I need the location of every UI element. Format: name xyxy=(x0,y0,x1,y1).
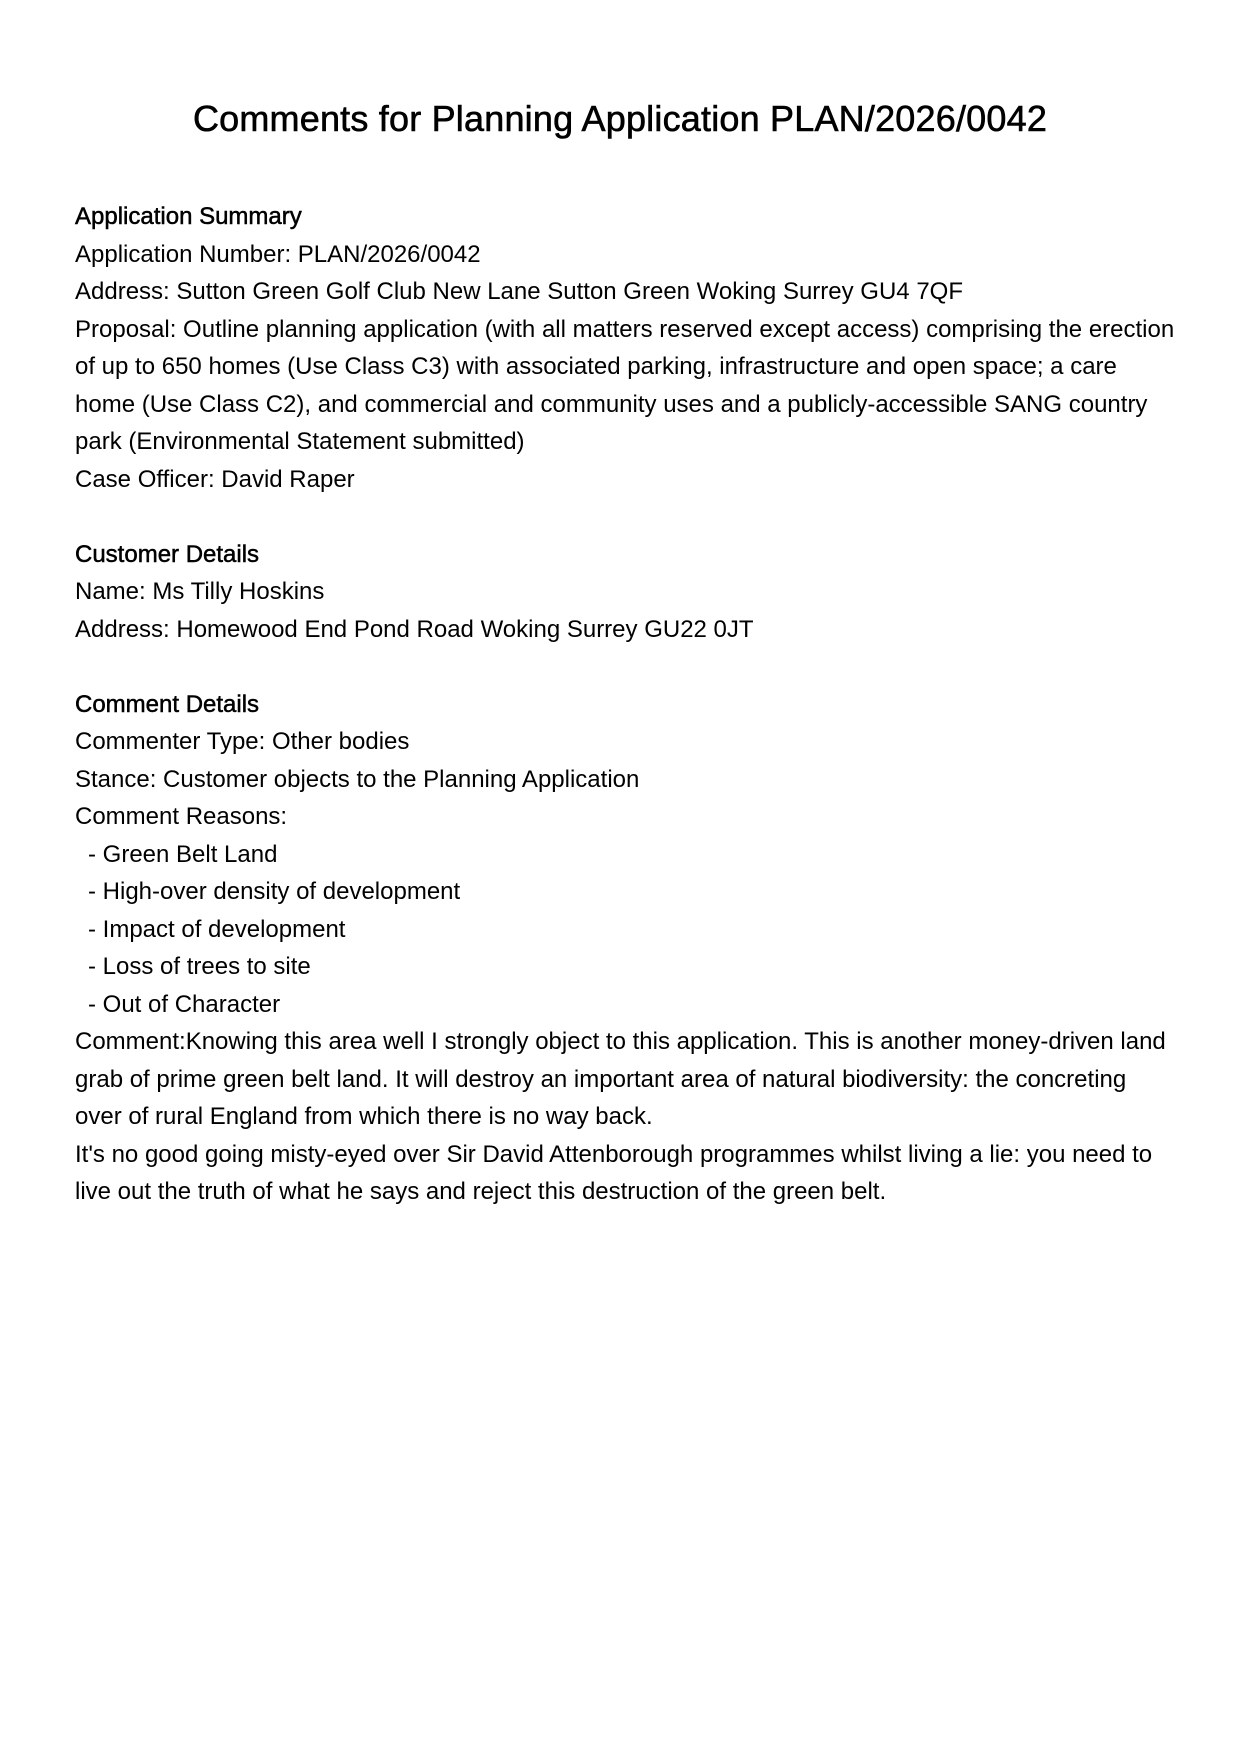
comment-reason-item: - Out of Character xyxy=(88,990,281,1018)
application-address: Address: Sutton Green Golf Club New Lane Sutton Green Woking Surrey GU4 7QF xyxy=(75,278,963,305)
customer-address: Address: Homewood End Pond Road Woking Surrey GU22 0JT xyxy=(75,615,754,643)
page-title: Comments for Planning Application PLAN/2026/0042 xyxy=(192,98,1048,139)
customer-details-section xyxy=(75,536,1175,649)
application-summary-heading: Application Summary xyxy=(75,203,302,230)
customer-name: Name: Ms Tilly Hoskins xyxy=(75,578,325,605)
comment-reason-item: - High-over density of development xyxy=(88,878,461,905)
application-summary-section xyxy=(75,198,1181,498)
comment-reason-item: - Loss of trees to site xyxy=(88,953,311,980)
comment-reasons-label: Comment Reasons: xyxy=(75,803,288,830)
comment-reason-item: - Green Belt Land xyxy=(88,840,278,868)
case-officer: Case Officer: David Raper xyxy=(75,465,355,493)
commenter-type: Commenter Type: Other bodies xyxy=(75,728,410,755)
section-spacer xyxy=(75,498,1175,536)
comment-details-section xyxy=(75,686,1175,1211)
customer-details-heading: Customer Details xyxy=(75,540,260,568)
comment-details-heading: Comment Details xyxy=(75,690,260,718)
comment-text-paragraph: It's no good going misty-eyed over Sir David Attenborough programmes whilst living a lie: you need to live out the truth of what he says and reject this destruction of the green belt. xyxy=(75,1140,1159,1205)
application-proposal: Proposal: Outline planning application (with all matters reserved except access) comprising the erection of up to 650 homes (Use Class C3) with associated parking, infrastructure and open space; a care home (Use Class C2), and commercial and community uses and a publicly-accessible SANG country park (Environmental Statement submitted) xyxy=(75,315,1181,455)
application-number: Application Number: PLAN/2026/0042 xyxy=(75,240,481,268)
document-body xyxy=(75,198,1181,1211)
stance: Stance: Customer objects to the Planning Application xyxy=(75,765,640,793)
comment-reasons-list xyxy=(75,836,1175,1024)
comment-text-paragraph: Comment:Knowing this area well I strongly object to this application. This is another money-driven land grab of prime green belt land. It will destroy an important area of natural biodiversity: the concreting over of rural England from which there is no way back. xyxy=(75,1028,1173,1130)
comment-reason-item: - Impact of development xyxy=(88,915,346,943)
section-spacer xyxy=(75,648,1175,686)
